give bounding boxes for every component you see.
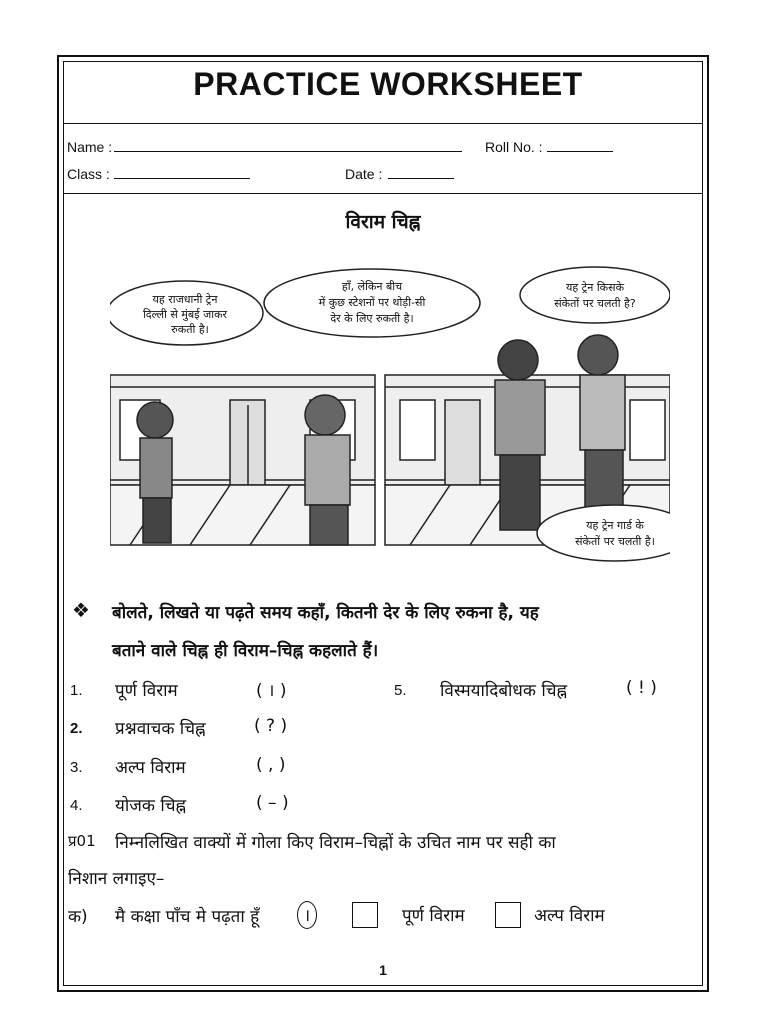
list-item-sign: ( ? ): [254, 716, 288, 736]
question-label: प्र01: [68, 832, 96, 850]
circled-punctuation: ।: [297, 901, 317, 929]
name-field[interactable]: [67, 139, 462, 155]
option-1-checkbox[interactable]: [352, 902, 378, 928]
list-number: 5.: [394, 682, 407, 699]
question-line-2: निशान लगाइए–: [68, 869, 165, 889]
exercise-label: क): [68, 907, 88, 927]
bubble-3-line: यह ट्रेन किसके: [565, 281, 625, 294]
bubble-3-line: संकेतों पर चलती है?: [554, 297, 636, 310]
bubble-1-line: रुकती है।: [171, 323, 209, 336]
train-conversation-illustration: [110, 255, 670, 575]
date-field[interactable]: [345, 166, 454, 182]
definition-line-1: बोलते, लिखते या पढ़ते समय कहाँ, कितनी देर के लिए रुकना है, यह: [112, 603, 539, 623]
roll-field[interactable]: [485, 139, 613, 155]
list-item-sign: ( ! ): [626, 678, 657, 698]
exercise-sentence: मै कक्षा पाँच मे पढ़ता हूँ: [115, 907, 260, 927]
list-item-name: अल्प विराम: [115, 758, 186, 778]
bubble-2-line: में कुछ स्टेशनों पर थोड़ी-सी: [318, 296, 426, 309]
list-number: 3.: [70, 759, 83, 776]
divider: [63, 193, 703, 194]
list-number: 2.: [70, 720, 83, 737]
option-1-label: पूर्ण विराम: [402, 906, 465, 926]
class-field[interactable]: [67, 166, 250, 182]
bubble-1-line: यह राजधानी ट्रेन: [152, 293, 218, 306]
bubble-1-line: दिल्ली से मुंबई जाकर: [142, 308, 228, 321]
list-item-name: पूर्ण विराम: [115, 681, 178, 701]
list-item-name: विस्मयादिबोधक चिह्न: [440, 681, 568, 701]
page-number: 1: [379, 962, 387, 978]
bubble-2-line: हाँ, लेकिन बीच: [341, 280, 403, 293]
option-2-checkbox[interactable]: [495, 902, 521, 928]
class-label: Class :: [67, 166, 110, 182]
bubble-4-line: संकेतों पर चलती है।: [575, 535, 655, 548]
divider: [63, 123, 703, 124]
name-label: Name :: [67, 139, 113, 155]
list-number: 4.: [70, 797, 83, 814]
date-label: Date :: [345, 166, 383, 182]
question-line-1: निम्नलिखित वाक्यों में गोला किए विराम–चिह्नों के उचित नाम पर सही का: [115, 833, 556, 853]
list-item-name: प्रश्नवाचक चिह्न: [115, 719, 206, 739]
bubble-2-line: देर के लिए रुकती है।: [330, 312, 414, 325]
list-item-sign: ( – ): [256, 793, 289, 813]
diamond-bullet-icon: ❖: [72, 598, 90, 622]
worksheet-title: PRACTICE WORKSHEET: [193, 66, 583, 102]
option-2-label: अल्प विराम: [534, 906, 605, 926]
list-item-sign: ( । ): [256, 681, 287, 701]
roll-label: Roll No. :: [485, 139, 543, 155]
definition-line-2: बताने वाले चिह्न ही विराम–चिह्न कहलाते हैं।: [112, 641, 379, 661]
list-item-name: योजक चिह्न: [115, 796, 187, 816]
list-item-sign: ( , ): [256, 755, 286, 775]
list-number: 1.: [70, 682, 83, 699]
bubble-4-line: यह ट्रेन गार्ड के: [586, 519, 644, 532]
section-heading: विराम चिह्न: [345, 211, 421, 233]
